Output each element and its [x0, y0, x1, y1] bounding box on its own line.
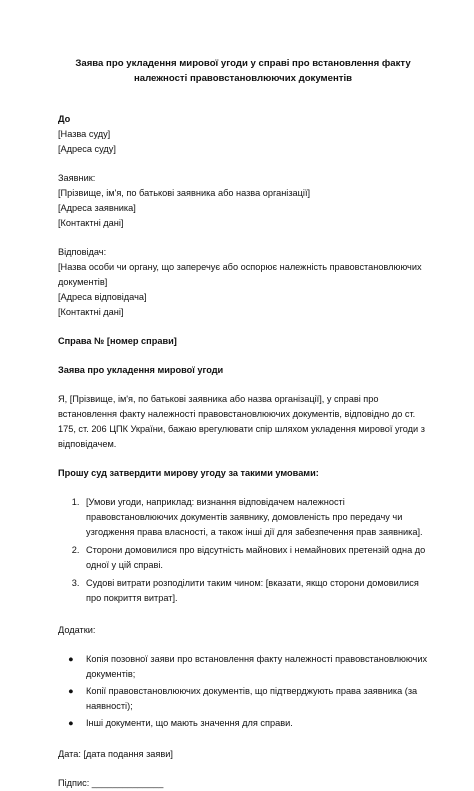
attachment-text: Копія позовної заяви про встановлення факту належності правовстановлюючих документів; [86, 654, 428, 679]
attachment-text: Інші документи, що мають значення для справи. [86, 718, 293, 728]
applicant-block [58, 171, 428, 231]
respondent-name-line-1: [Назва особи чи органу, що заперечує або оспорює належність правовстановлюючих [58, 262, 422, 272]
respondent-block [58, 245, 428, 320]
terms-list [58, 495, 428, 606]
attachments-list [58, 652, 428, 731]
signature-line: Підпис: ______________ [58, 778, 164, 788]
case-number: Справа № [номер справи] [58, 336, 177, 346]
court-name: [Назва суду] [58, 129, 111, 139]
respondent-contacts: [Контактні дані] [58, 307, 124, 317]
applicant-contacts: [Контактні дані] [58, 218, 124, 228]
request-heading: Прошу суд затвердити мирову угоду за такими умовами: [58, 468, 319, 478]
list-item: 3. Судові витрати розподілити таким чином: [вказати, якщо сторони домовилися про покриття витрат]. [82, 576, 428, 606]
bullet-icon: ● [68, 718, 74, 728]
court-to: До [58, 114, 71, 124]
bullet-icon: ● [68, 686, 74, 696]
respondent-address: [Адреса відповідача] [58, 292, 147, 302]
title-line-1: Заява про укладення мирової угоди у справі про встановлення факту [75, 58, 411, 69]
applicant-name: [Прізвище, ім'я, по батькові заявника або назва організації] [58, 188, 311, 198]
list-item: 1. [Умови угоди, наприклад: визнання відповідачем належності правовстановлюючих документів заявнику, домовленість про передачу чи узгодження права власності, а також інші дії для забезпечення прав заявника]. [82, 495, 428, 540]
respondent-name-line-2: документів] [58, 277, 108, 287]
list-item [68, 652, 428, 682]
applicant-address: [Адреса заявника] [58, 203, 136, 213]
attachments-label: Додатки: [58, 625, 96, 635]
bullet-icon: ● [68, 654, 74, 664]
date-line: Дата: [дата подання заяви] [58, 749, 173, 759]
court-block [58, 112, 428, 157]
list-item: 2. Сторони домовилися про відсутність майнових і немайнових претензій одна до одної у цій справі. [82, 543, 428, 573]
applicant-label: Заявник: [58, 173, 96, 183]
list-item [68, 716, 428, 731]
court-address: [Адреса суду] [58, 144, 116, 154]
attachment-text: Копії правовстановлюючих документів, що підтверджують права заявника (за наявності); [86, 686, 418, 711]
intro-paragraph: Я, [Прізвище, ім'я, по батькові заявника або назва організації], у справі про встановлення факту належності правовстановлюючих документів, відповідно до ст. 175, ст. 206 ЦПК України, бажаю врегулювати спір шляхом укладення мирової угоди з відповідачем. [58, 394, 425, 449]
document-title [58, 56, 428, 86]
list-item [68, 684, 428, 714]
section-heading: Заява про укладення мирової угоди [58, 365, 224, 375]
title-line-2: належності правовстановлюючих документів [133, 73, 353, 84]
respondent-label: Відповідач: [58, 247, 107, 257]
